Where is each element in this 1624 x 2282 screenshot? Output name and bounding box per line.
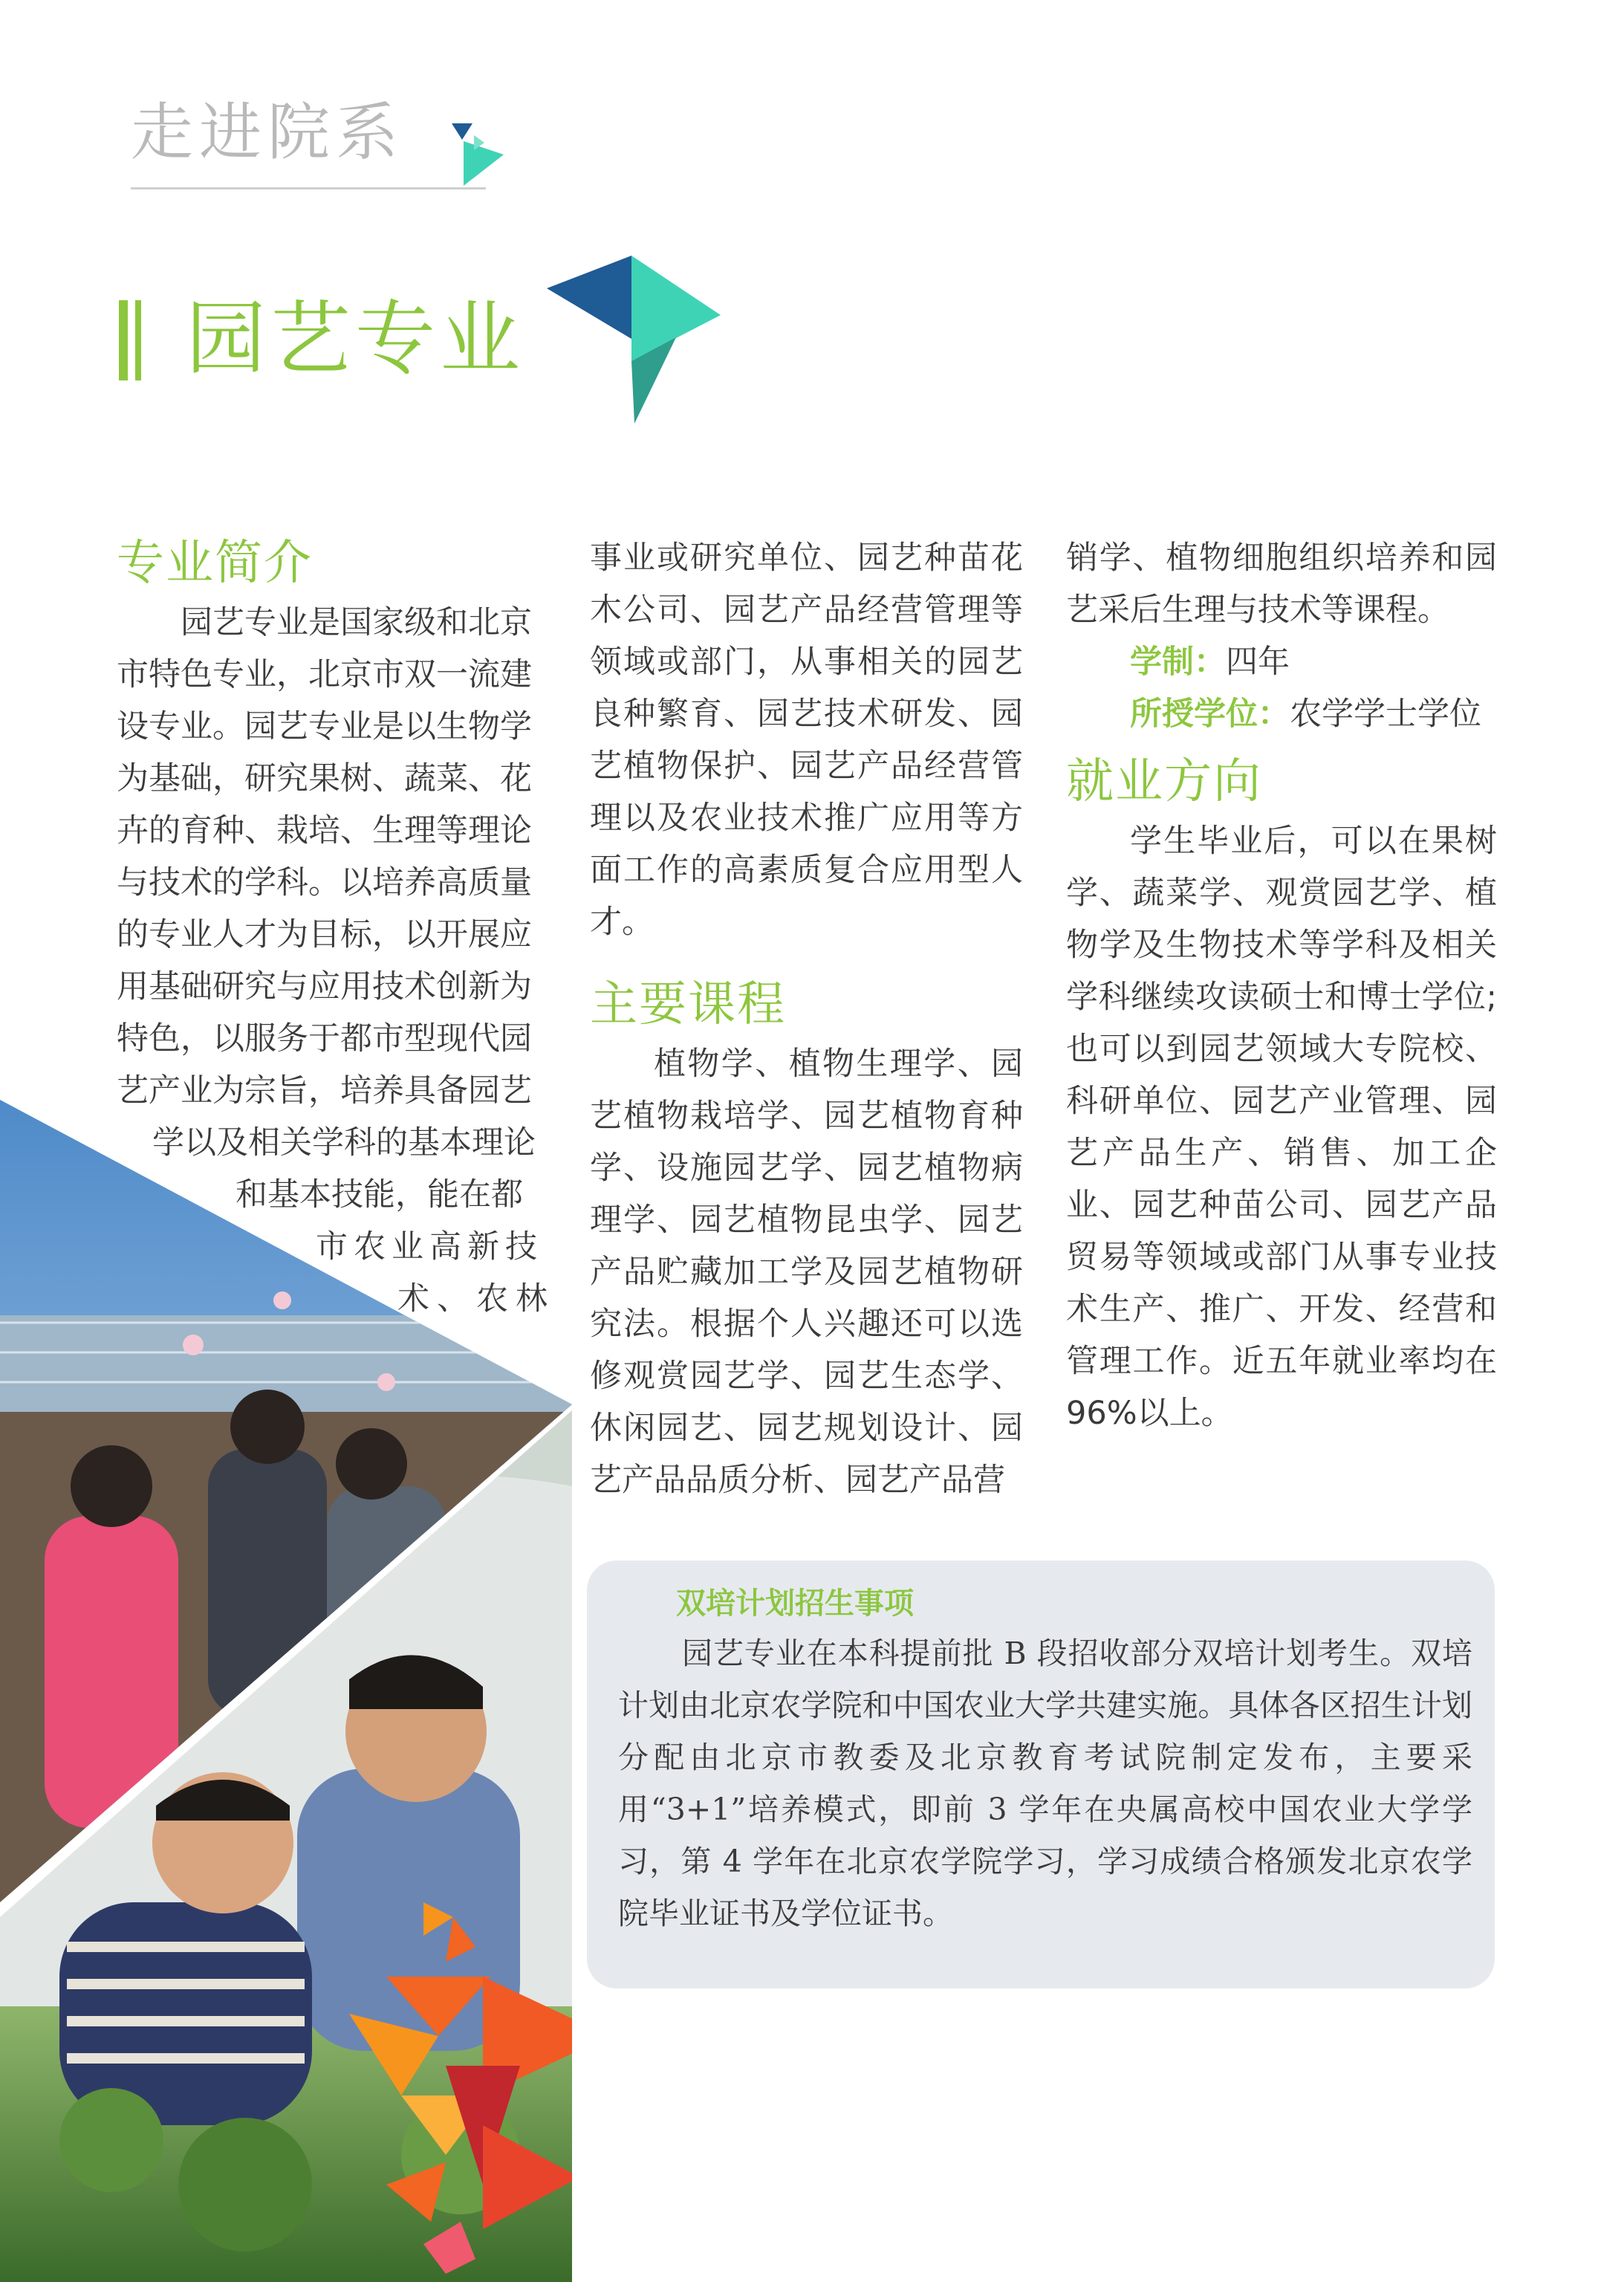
- intro-line: 市特色专业，北京市双一流建: [117, 655, 532, 693]
- courses-continued: 销学、植物细胞组织培养和园艺采后生理与技术等课程。: [1066, 539, 1497, 629]
- intro-line: 艺产业为宗旨，培养具备园艺: [117, 1072, 532, 1109]
- dual-program-body: [618, 1627, 1472, 1939]
- career-heading: 就业方向: [1066, 754, 1262, 809]
- title-decoration-icon: [542, 250, 728, 425]
- header-arrow-icon: [444, 117, 511, 189]
- intro-line: 与技术的学科。以培养高质量: [117, 863, 532, 901]
- courses-column: [590, 532, 1023, 1506]
- page-title: 园艺专业: [186, 293, 525, 386]
- duration-label: 学制：: [1130, 644, 1226, 681]
- title-bar-left: [119, 300, 128, 380]
- intro-line: 的专业人才为目标，以开展应: [117, 915, 532, 953]
- header-rule: [131, 187, 486, 189]
- dual-program-text: 园艺专业在本科提前批 B 段招收部分双培计划考生。双培计划由北京农学院和中国农业大学共建实施。具体各区招生计划分配由北京市教委及北京教育考试院制定发布，主要采用“3+1”培养模式，即前 3 学年在央属高校中国农业大学学习，第 4 学年在北京农学院学习，学习成绩合格颁发北京农学院毕业证书及学位证书。: [618, 1636, 1472, 1931]
- intro-heading: 专业简介: [117, 536, 313, 591]
- section-label: 走进院系: [131, 96, 405, 169]
- degree-value: 农学学士学位: [1290, 696, 1481, 733]
- intro-continued: 事业或研究单位、园艺种苗花木公司、园艺产品经营管理等领域或部门，从事相关的园艺良种繁育、园艺技术研发、园艺植物保护、园艺产品经营管理以及农业技术推广应用等方面工作的高素质复合应用型人才。: [590, 539, 1023, 941]
- intro-line: 为基础，研究果树、蔬菜、花: [117, 759, 532, 797]
- dual-program-title: 双培计划招生事项: [676, 1586, 914, 1621]
- courses-text: 植物学、植物生理学、园艺植物栽培学、园艺植物育种学、设施园艺学、园艺植物病理学、园艺植物昆虫学、园艺产品贮藏加工学及园艺植物研究法。根据个人兴趣还可以选修观赏园艺学、园艺生态学、休闲园艺、园艺规划设计、园艺产品品质分析、园艺产品营: [590, 1045, 1023, 1499]
- career-column: [1066, 532, 1497, 1439]
- intro-line: 学以及相关学科的基本理论: [152, 1124, 536, 1161]
- intro-line: 用基础研究与应用技术创新为: [117, 967, 532, 1005]
- intro-line: 卉的育种、栽培、生理等理论: [117, 811, 532, 849]
- intro-line: 术、农林: [397, 1280, 555, 1317]
- career-text: 学生毕业后，可以在果树学、蔬菜学、观赏园艺学、植物学及生物技术等学科及相关学科继续攻读硕士和博士学位;也可以到园艺领域大专院校、科研单位、园艺产业管理、园艺产品生产、销售、加工企业、园艺种苗公司、园艺产品贸易等领域或部门从事专业技术生产、推广、开发、经营和管理工作。近五年就业率均在96%以上。: [1066, 822, 1497, 1432]
- intro-line: 设专业。园艺专业是以生物学: [117, 707, 532, 745]
- intro-line: 市农业高新技: [316, 1228, 543, 1265]
- duration-value: 四年: [1226, 644, 1290, 681]
- intro-line: 和基本技能，能在都: [236, 1176, 523, 1213]
- intro-column: [117, 535, 555, 1325]
- degree-line: [1130, 688, 1497, 740]
- intro-line: 园艺专业是国家级和北京: [181, 603, 532, 641]
- courses-heading: 主要课程: [590, 977, 786, 1032]
- title-bar-right: [135, 300, 141, 380]
- intro-line: 特色，以服务于都市型现代园: [117, 1020, 532, 1057]
- degree-label: 所授学位：: [1130, 696, 1290, 733]
- duration-line: [1130, 636, 1497, 688]
